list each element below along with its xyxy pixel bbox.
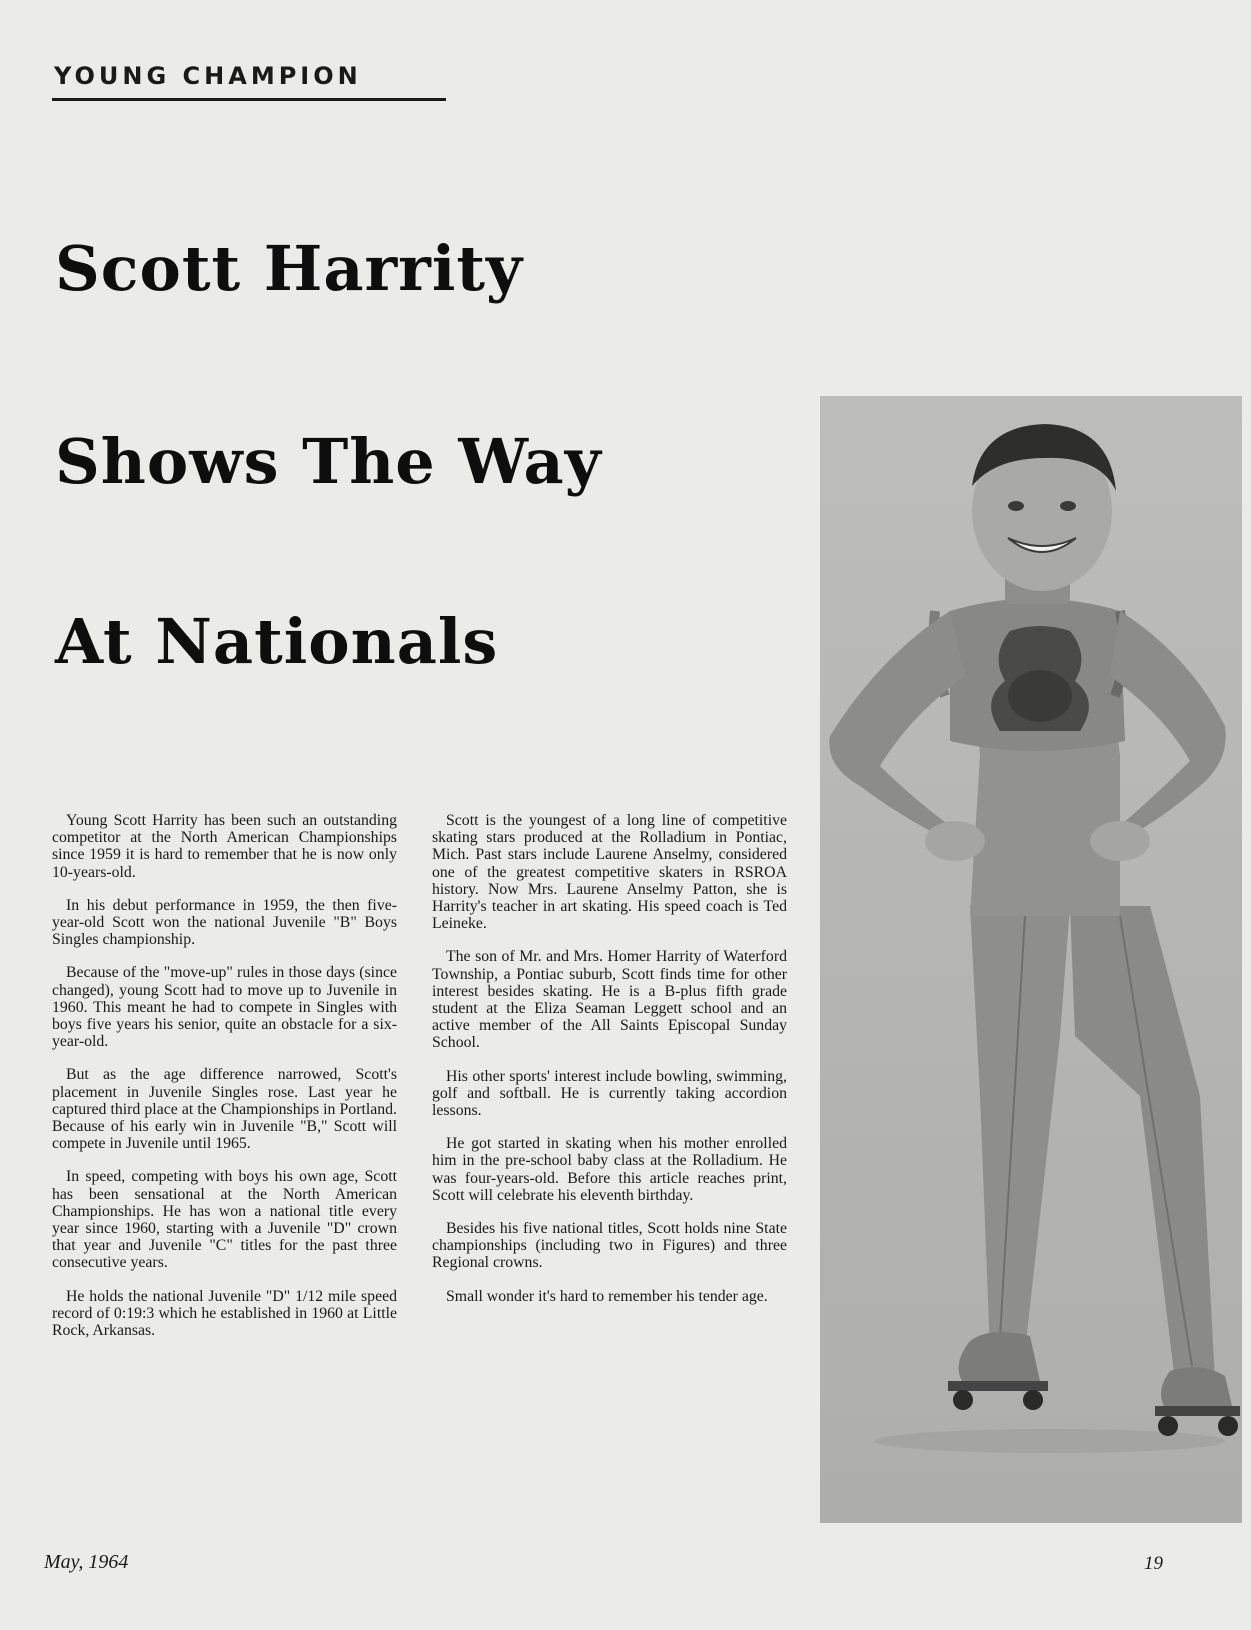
paragraph: In speed, competing with boys his own age, Scott has been sensational at the North American Championships. He has won a national title every year since 1960, starting with a Juvenile "D" crown that year and Juvenile "C" titles for the past three consecutive years. [52,1168,397,1272]
paragraph: He holds the national Juvenile "D" 1/12 mile speed record of 0:19:3 which he established in 1960 at Little Rock, Arkansas. [52,1287,397,1340]
headline-line-3: At Nationals [55,605,499,678]
section-underline [52,98,446,101]
paragraph: His other sports' interest include bowling, swimming, golf and softball. He is currently taking accordion lessons. [432,1067,787,1120]
paragraph: The son of Mr. and Mrs. Homer Harrity of Waterford Township, a Pontiac suburb, Scott finds time for other interest besides skating. He is a B-plus fifth grade student at the Eliza Seaman Leggett school and an active member of the All Saints Episcopal Sunday School. [432,948,787,1052]
skater-figure-illustration [820,396,1242,1523]
paragraph: Besides his five national titles, Scott holds nine State championships (including two in Figures) and three Regional crowns. [432,1220,787,1272]
paragraph: In his debut performance in 1959, the then five-year-old Scott won the national Juvenile "B" Boys Singles championship. [52,896,397,949]
headline-line-1: Scott Harrity [55,232,524,305]
page-number: 19 [1144,1553,1163,1574]
paragraph: Because of the "move-up" rules in those days (since changed), young Scott had to move up to Juvenile in 1960. This meant he had to compete in Singles with boys five years his senior, quite an obstacle for a six-year-old. [52,964,397,1051]
paragraph: Young Scott Harrity has been such an outstanding competitor at the North American Championships since 1959 it is hard to remember that he is now only 10-years-old. [52,812,397,881]
skater-photo [820,396,1242,1523]
headline-line-2: Shows The Way [55,425,602,498]
paragraph: He got started in skating when his mother enrolled him in the pre-school baby class at the Rolladium. He was four-years-old. Before this article reaches print, Scott will celebrate his eleventh birthday. [432,1135,787,1204]
issue-date: May, 1964 [44,1551,129,1573]
paragraph: Small wonder it's hard to remember his tender age. [446,1287,768,1305]
section-label: YOUNG CHAMPION [54,62,362,90]
article-column-right [432,812,787,1321]
paragraph: Scott is the youngest of a long line of competitive skating stars produced at the Rolladium in Pontiac, Mich. Past stars include Laurene Anselmy, considered one of the greatest competitive skaters in RSROA history. Now Mrs. Laurene Anselmy Patton, she is Harrity's teacher in art skating. His speed coach is Ted Leineke. [432,812,787,933]
article-column-left [52,812,397,1355]
paragraph: But as the age difference narrowed, Scott's placement in Juvenile Singles rose. Last year he captured third place at the Championships in Portland. Because of his early win in Juvenile "B," Scott will compete in Juvenile until 1965. [52,1066,397,1153]
